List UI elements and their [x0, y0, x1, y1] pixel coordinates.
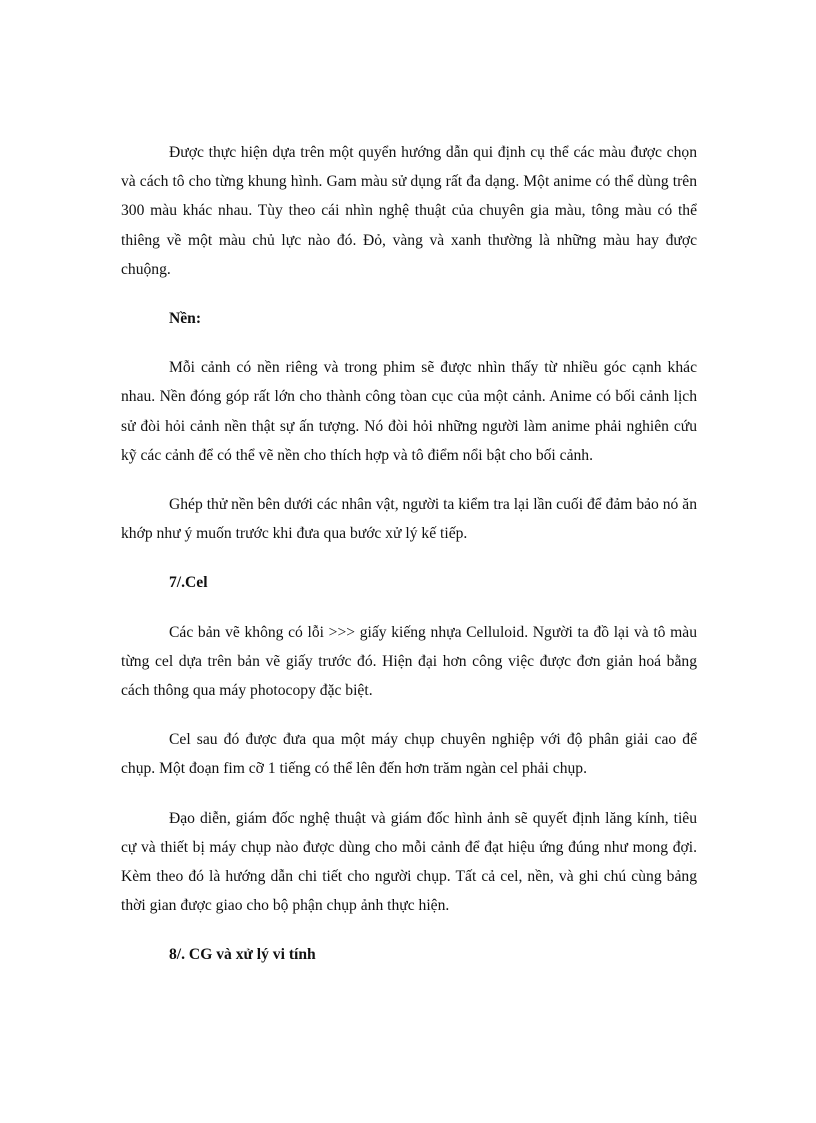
paragraph-background-check: Ghép thử nền bên dưới các nhân vật, người ta kiểm tra lại lần cuối để đảm bảo nó ăn khớp như ý muốn trước khi đưa qua bước xử lý kế tiếp. — [121, 496, 697, 543]
paragraph-background-intro: Mỗi cảnh có nền riêng và trong phim sẽ được nhìn thấy từ nhiều góc cạnh khác nhau. Nền đóng góp rất lớn cho thành công tòan cục của một cảnh. Anime có bối cảnh lịch sử đòi hỏi cảnh nền thật sự ấn tượng. Nó đòi hỏi những người làm anime phải nghiên cứu kỹ các cảnh để có thể vẽ nền cho thích hợp và tô điểm nổi bật cho bối cảnh. — [121, 359, 697, 464]
paragraph-cel-celluloid: Các bản vẽ không có lỗi >>> giấy kiếng nhựa Celluloid. Người ta đồ lại và tô màu từng cel dựa trên bản vẽ giấy trước đó. Hiện đại hơn công việc được đơn giản hoá bằng cách thông qua máy photocopy đặc biệt. — [121, 623, 697, 700]
heading-cel: 7/.Cel — [169, 574, 208, 592]
document-body — [121, 138, 697, 990]
heading-background: Nền: — [169, 310, 202, 328]
paragraph-cel-director: Đạo diễn, giám đốc nghệ thuật và giám đốc hình ảnh sẽ quyết định lăng kính, tiêu cự và thiết bị máy chụp nào được dùng cho mỗi cảnh để đạt hiệu ứng đúng như mong đợi. Kèm theo đó là hướng dẫn chi tiết cho người chụp. Tất cả cel, nền, và ghi chú cùng bảng thời gian được giao cho bộ phận chụp ảnh thực hiện. — [121, 809, 697, 915]
paragraph-cel-camera: Cel sau đó được đưa qua một máy chụp chuyên nghiệp với độ phân giải cao để chụp. Một đoạn fim cỡ 1 tiếng có thể lên đến hơn trăm ngàn cel phải chụp. — [121, 731, 697, 778]
heading-cg-processing: 8/. CG và xử lý vi tính — [169, 946, 316, 964]
paragraph-color-design: Được thực hiện dựa trên một quyển hướng dẫn qui định cụ thể các màu được chọn và cách tô cho từng khung hình. Gam màu sử dụng rất đa dạng. Một anime có thể dùng trên 300 màu khác nhau. Tùy theo cái nhìn nghệ thuật của chuyên gia màu, tông màu có thể thiêng về một màu chủ lực nào đó. Đỏ, vàng và xanh thường là những màu hay được chuộng. — [121, 144, 697, 278]
